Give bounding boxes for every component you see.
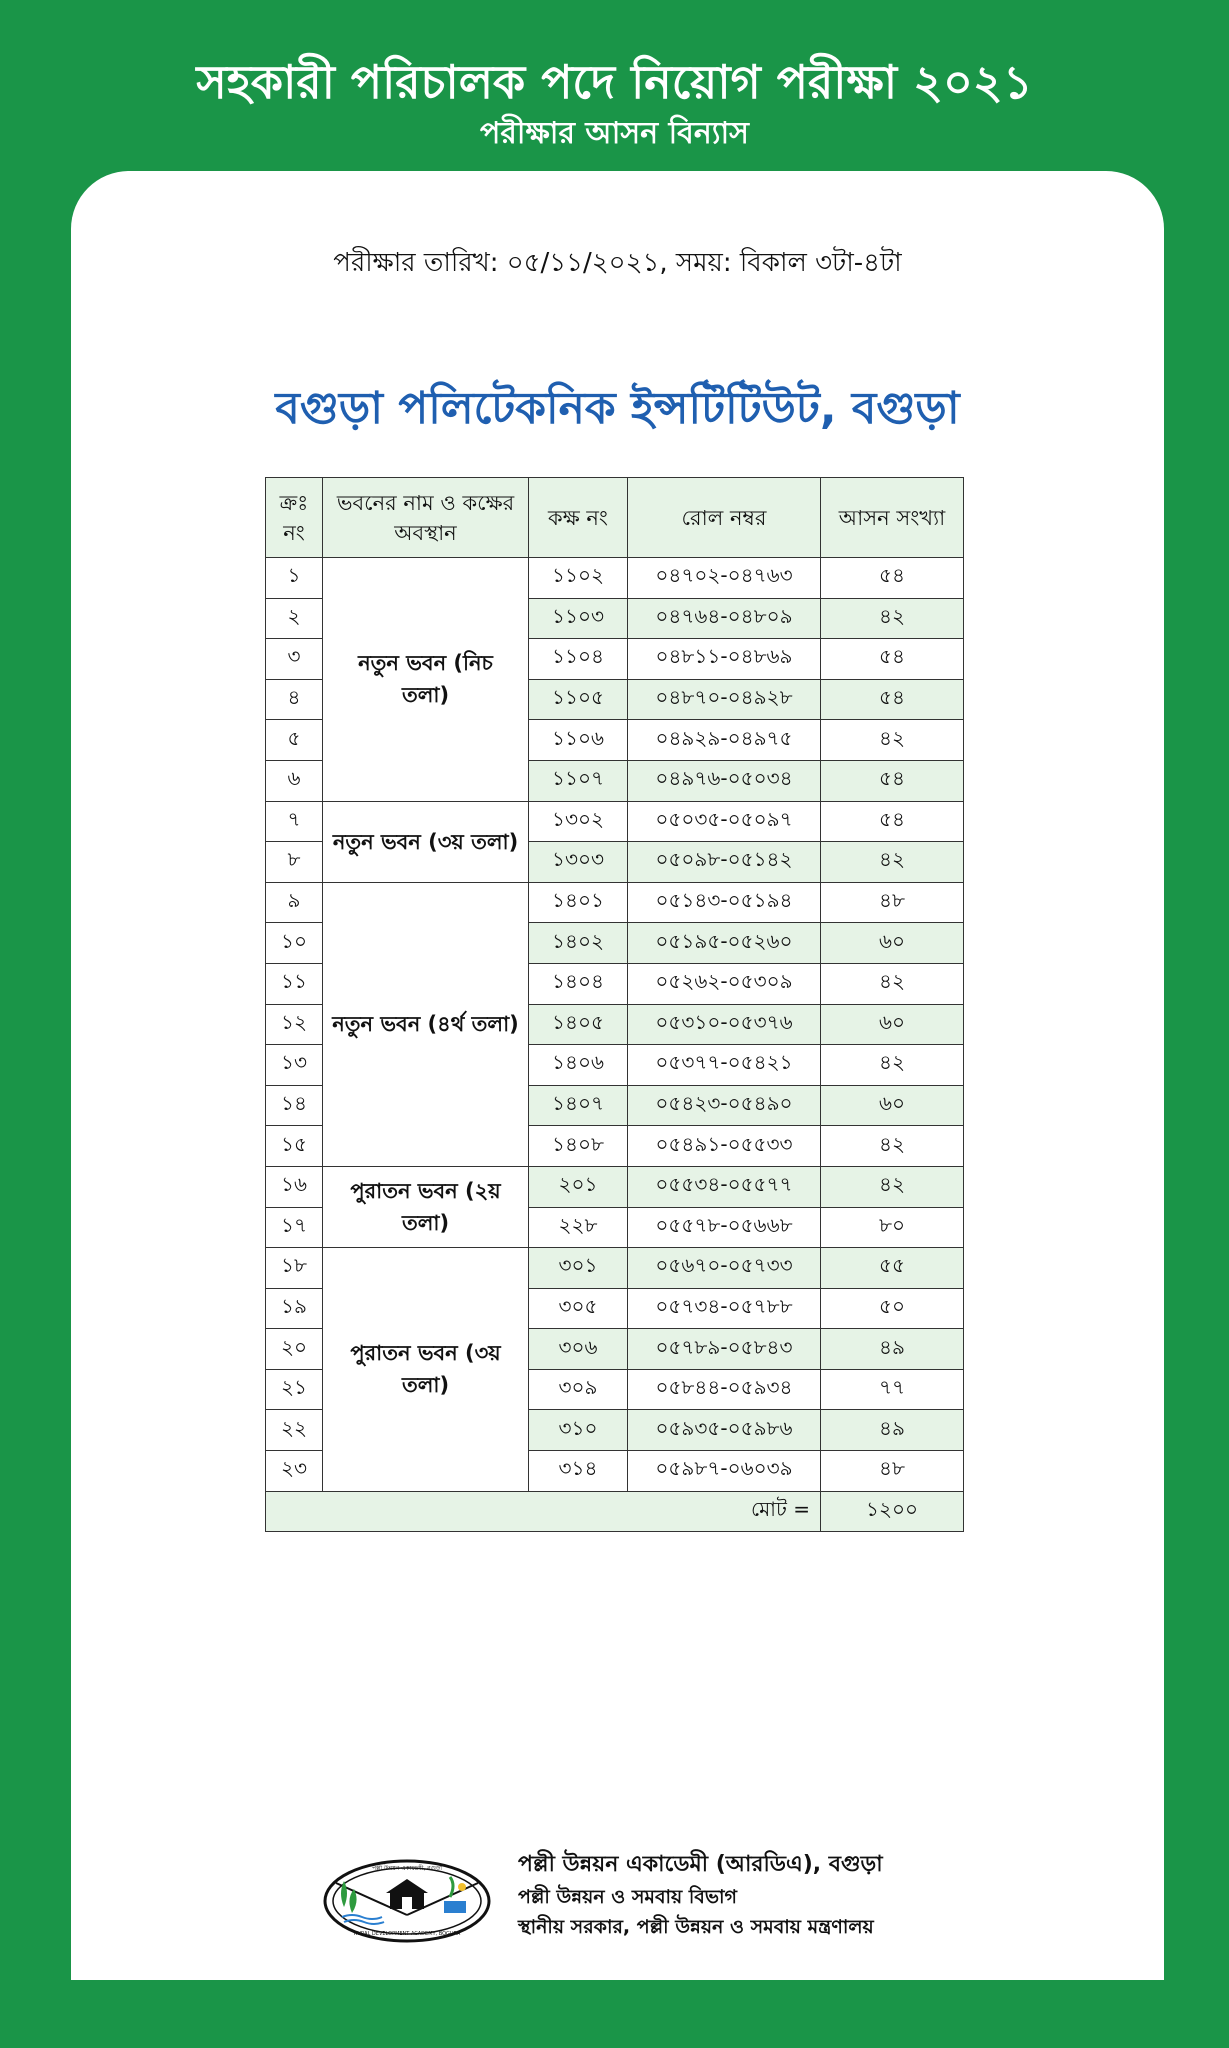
logo-text-top: পল্লী উন্নয়ন একাডেমী, বগুড়া	[372, 1865, 442, 1872]
content-panel	[71, 171, 1164, 1980]
roll-cell: ০৫৯৮৭-০৬০৩৯	[628, 1451, 821, 1492]
serial-cell: ১৩	[266, 1045, 323, 1086]
serial-cell: ২	[266, 598, 323, 639]
room-cell: ৩০৯	[529, 1369, 628, 1410]
seats-cell: ৬০	[821, 1085, 964, 1126]
total-label: মোট =	[266, 1491, 821, 1532]
seats-cell: ৪২	[821, 963, 964, 1004]
serial-cell: ৬	[266, 760, 323, 801]
seats-cell: ৫৪	[821, 679, 964, 720]
room-cell: ১৪০৫	[529, 1004, 628, 1045]
roll-cell: ০৫৪৯১-০৫৫৩৩	[628, 1126, 821, 1167]
seats-cell: ৪৮	[821, 882, 964, 923]
building-cell: নতুন ভবন (৪র্থ তলা)	[323, 882, 529, 1166]
room-cell: ১৪০২	[529, 923, 628, 964]
room-cell: ৩১৪	[529, 1451, 628, 1492]
serial-cell: ৭	[266, 801, 323, 842]
header-seats: আসন সংখ্যা	[821, 478, 964, 558]
seats-cell: ৫৪	[821, 801, 964, 842]
room-cell: ৩১০	[529, 1410, 628, 1451]
roll-cell: ০৫৭৮৯-০৫৮৪৩	[628, 1329, 821, 1370]
seats-cell: ৪৮	[821, 1451, 964, 1492]
roll-cell: ০৫২৬২-০৫৩০৯	[628, 963, 821, 1004]
room-cell: ১৪০৭	[529, 1085, 628, 1126]
room-cell: ৩০৬	[529, 1329, 628, 1370]
room-cell: ১৪০৮	[529, 1126, 628, 1167]
room-cell: ১৪০৪	[529, 963, 628, 1004]
total-row	[266, 1491, 964, 1532]
serial-cell: ১২	[266, 1004, 323, 1045]
serial-cell: ১৭	[266, 1207, 323, 1248]
building-cell: পুরাতন ভবন (২য় তলা)	[323, 1166, 529, 1247]
room-cell: ১৩০৩	[529, 842, 628, 883]
roll-cell: ০৪৯২৯-০৪৯৭৫	[628, 720, 821, 761]
page-subtitle: পরীক্ষার আসন বিন্যাস	[480, 116, 749, 151]
room-cell: ৩০১	[529, 1248, 628, 1289]
roll-cell: ০৫৩১০-০৫৩৭৬	[628, 1004, 821, 1045]
room-cell: ১৪০৬	[529, 1045, 628, 1086]
serial-cell: ১৯	[266, 1288, 323, 1329]
room-cell: ২০১	[529, 1166, 628, 1207]
seats-cell: ৭৭	[821, 1369, 964, 1410]
building-cell: নতুন ভবন (৩য় তলা)	[323, 801, 529, 882]
footer-line-1: পল্লী উন্নয়ন একাডেমী (আরডিএ), বগুড়া	[518, 1852, 883, 1877]
serial-cell: ৩	[266, 639, 323, 680]
total-value: ১২০০	[821, 1491, 964, 1532]
roll-cell: ০৪৯৭৬-০৫০৩৪	[628, 760, 821, 801]
seats-cell: ৫৫	[821, 1248, 964, 1289]
seats-cell: ৪২	[821, 842, 964, 883]
serial-cell: ৪	[266, 679, 323, 720]
seats-cell: ৪২	[821, 598, 964, 639]
footer-line-3: স্থানীয় সরকার, পল্লী উন্নয়ন ও সমবায় মন্ত্রণালয়	[518, 1916, 874, 1938]
rda-logo	[322, 1857, 492, 1945]
serial-cell: ১৪	[266, 1085, 323, 1126]
room-cell: ১১০২	[529, 558, 628, 599]
serial-cell: ২৩	[266, 1451, 323, 1492]
roll-cell: ০৪৭০২-০৪৭৬৩	[628, 558, 821, 599]
venue-title: বগুড়া পলিটেকনিক ইন্সটিটিউট, বগুড়া	[275, 383, 960, 434]
table-row	[266, 801, 964, 842]
serial-cell: ১	[266, 558, 323, 599]
room-cell: ৩০৫	[529, 1288, 628, 1329]
header-building: ভবনের নাম ও কক্ষের অবস্থান	[323, 478, 529, 558]
room-cell: ১১০৩	[529, 598, 628, 639]
roll-cell: ০৫৭৩৪-০৫৭৮৮	[628, 1288, 821, 1329]
header-room: কক্ষ নং	[529, 478, 628, 558]
roll-cell: ০৫৮৪৪-০৫৯৩৪	[628, 1369, 821, 1410]
roll-cell: ০৫৫৩৪-০৫৫৭৭	[628, 1166, 821, 1207]
table-row	[266, 1166, 964, 1207]
roll-cell: ০৫১৯৫-০৫২৬০	[628, 923, 821, 964]
page-title: সহকারী পরিচালক পদে নিয়োগ পরীক্ষা ২০২১	[196, 55, 1033, 109]
room-cell: ১১০৪	[529, 639, 628, 680]
serial-cell: ২১	[266, 1369, 323, 1410]
seats-cell: ৫০	[821, 1288, 964, 1329]
serial-cell: ১১	[266, 963, 323, 1004]
roll-cell: ০৪৮৭০-০৪৯২৮	[628, 679, 821, 720]
serial-cell: ১৮	[266, 1248, 323, 1289]
seats-cell: ৮০	[821, 1207, 964, 1248]
serial-cell: ১৫	[266, 1126, 323, 1167]
seats-cell: ৪৯	[821, 1329, 964, 1370]
serial-cell: ১০	[266, 923, 323, 964]
serial-cell: ২০	[266, 1329, 323, 1370]
roll-cell: ০৫৩৭৭-০৫৪২১	[628, 1045, 821, 1086]
logo-text-bottom: RURAL DEVELOPMENT ACADEMY, BOGURA	[353, 1931, 461, 1937]
serial-cell: ১৬	[266, 1166, 323, 1207]
seats-cell: ৪২	[821, 1126, 964, 1167]
seats-cell: ৪২	[821, 720, 964, 761]
room-cell: ১৩০২	[529, 801, 628, 842]
roll-cell: ০৪৭৬৪-০৪৮০৯	[628, 598, 821, 639]
roll-cell: ০৫০৩৫-০৫০৯৭	[628, 801, 821, 842]
serial-cell: ২২	[266, 1410, 323, 1451]
room-cell: ২২৮	[529, 1207, 628, 1248]
footer-text	[518, 1848, 883, 1942]
building-cell: পুরাতন ভবন (৩য় তলা)	[323, 1248, 529, 1492]
room-cell: ১১০৬	[529, 720, 628, 761]
seats-cell: ৪৯	[821, 1410, 964, 1451]
roll-cell: ০৫১৪৩-০৫১৯৪	[628, 882, 821, 923]
footer-line-2: পল্লী উন্নয়ন ও সমবায় বিভাগ	[518, 1886, 737, 1908]
seats-cell: ৪২	[821, 1166, 964, 1207]
seats-cell: ৫৪	[821, 639, 964, 680]
seats-cell: ৬০	[821, 923, 964, 964]
table-row	[266, 882, 964, 923]
room-cell: ১৪০১	[529, 882, 628, 923]
roll-cell: ০৪৮১১-০৪৮৬৯	[628, 639, 821, 680]
table-row	[266, 1248, 964, 1289]
table-header-row	[266, 478, 964, 558]
building-cell: নতুন ভবন (নিচ তলা)	[323, 558, 529, 802]
serial-cell: ৯	[266, 882, 323, 923]
seats-cell: ৪২	[821, 1045, 964, 1086]
header-serial: ক্রঃ নং	[266, 478, 323, 558]
serial-cell: ৮	[266, 842, 323, 883]
seats-cell: ৫৪	[821, 760, 964, 801]
room-cell: ১১০৫	[529, 679, 628, 720]
roll-cell: ০৫৬৭০-০৫৭৩৩	[628, 1248, 821, 1289]
table-row	[266, 558, 964, 599]
roll-cell: ০৫০৯৮-০৫১৪২	[628, 842, 821, 883]
exam-date-time: পরীক্ষার তারিখ: ০৫/১১/২০২১, সময়: বিকাল ৩টা-৪টা	[333, 248, 902, 278]
seats-cell: ৫৪	[821, 558, 964, 599]
header-roll: রোল নম্বর	[628, 478, 821, 558]
roll-cell: ০৫৯৩৫-০৫৯৮৬	[628, 1410, 821, 1451]
roll-cell: ০৫৫৭৮-০৫৬৬৮	[628, 1207, 821, 1248]
serial-cell: ৫	[266, 720, 323, 761]
roll-cell: ০৫৪২৩-০৫৪৯০	[628, 1085, 821, 1126]
seats-cell: ৬০	[821, 1004, 964, 1045]
room-cell: ১১০৭	[529, 760, 628, 801]
seat-plan-table	[265, 477, 964, 1532]
